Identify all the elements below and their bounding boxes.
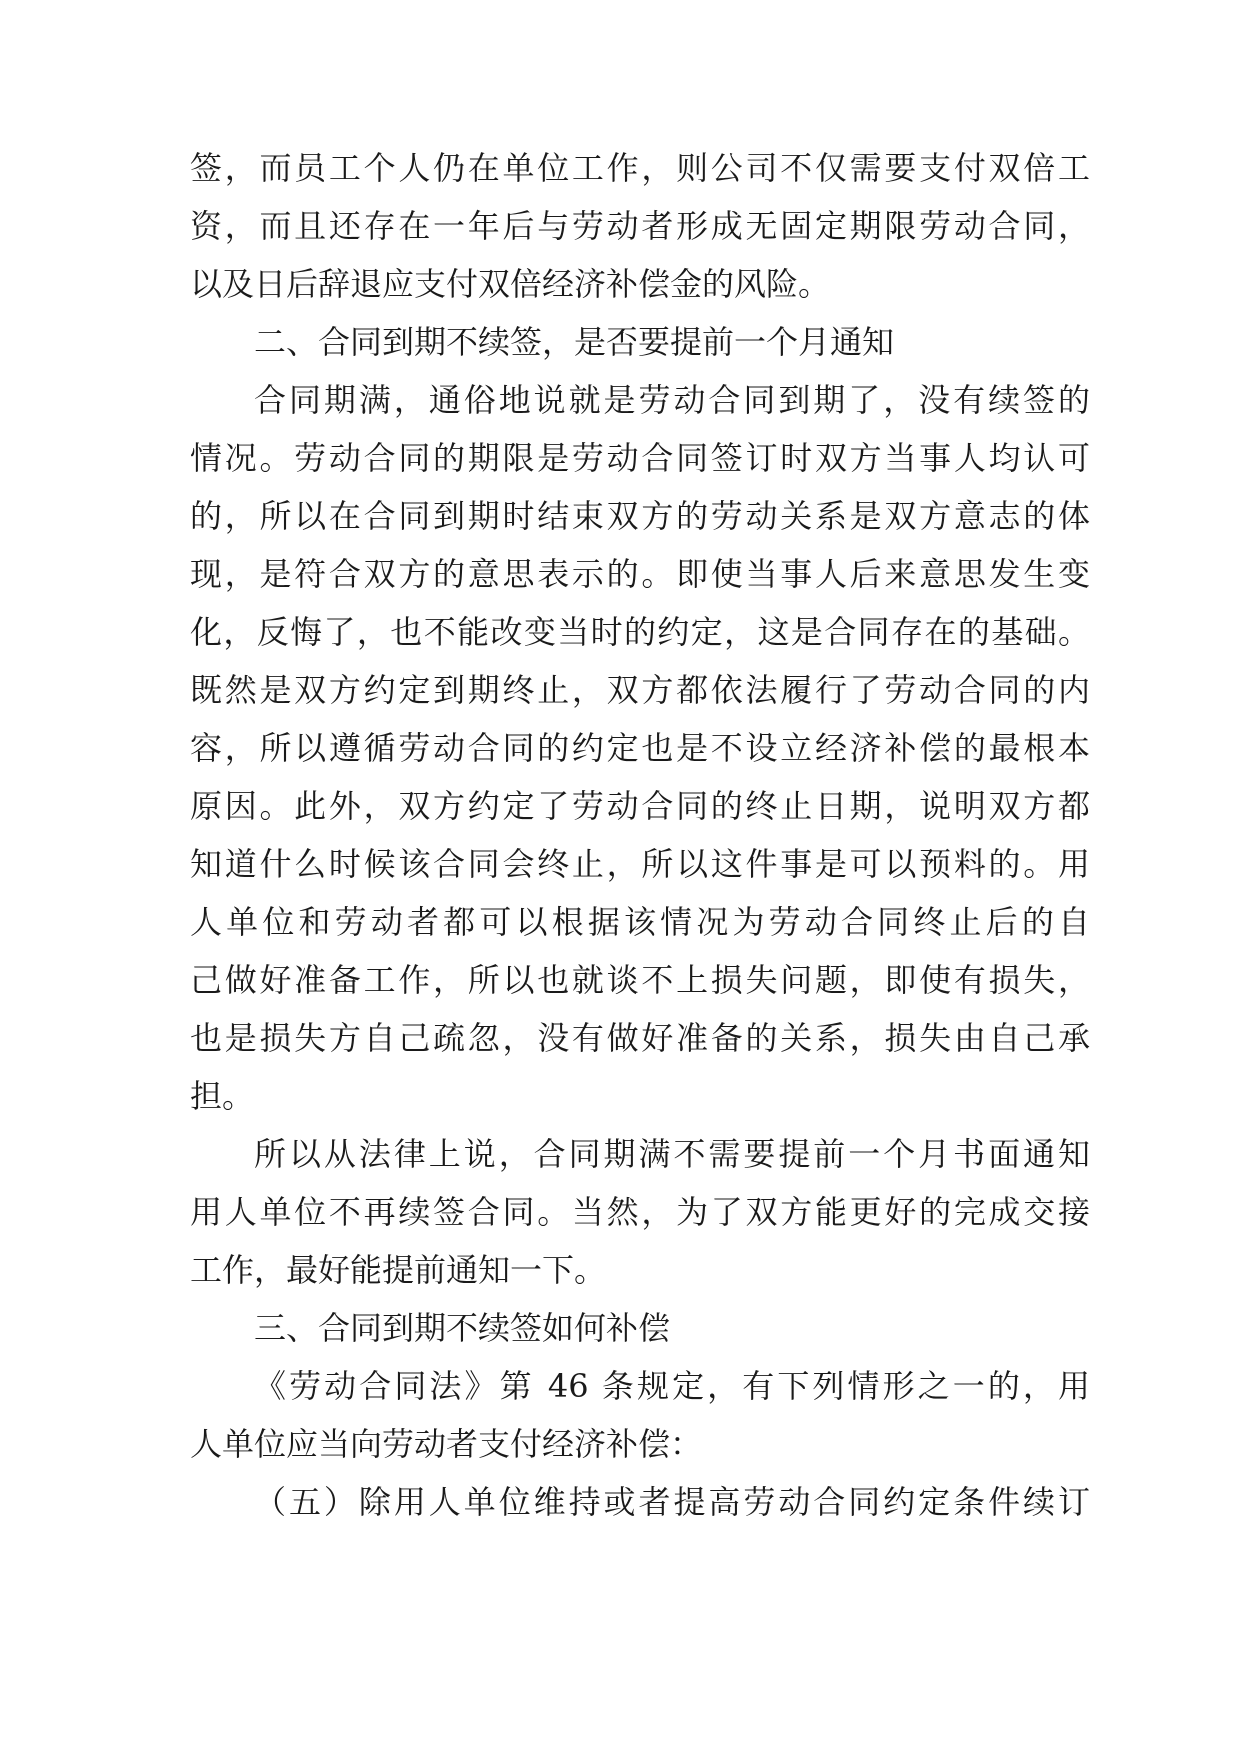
text-line: 担。: [190, 1077, 255, 1115]
text-line: 情况。劳动合同的期限是劳动合同签订时双方当事人均认可: [190, 439, 1090, 477]
text-line: 容，所以遵循劳动合同的约定也是不设立经济补偿的最根本: [190, 729, 1090, 767]
section-heading: 二、合同到期不续签，是否要提前一个月通知: [254, 323, 895, 361]
text-line: 用人单位不再续签合同。当然，为了双方能更好的完成交接: [190, 1193, 1090, 1231]
text-line: 既然是双方约定到期终止，双方都依法履行了劳动合同的内: [190, 671, 1090, 709]
text-line: 合同期满，通俗地说就是劳动合同到期了，没有续签的: [254, 381, 1090, 419]
text-line: 人单位和劳动者都可以根据该情况为劳动合同终止后的自: [190, 903, 1090, 941]
text-line: 签，而员工个人仍在单位工作，则公司不仅需要支付双倍工: [190, 149, 1090, 187]
text-line: 以及日后辞退应支付双倍经济补偿金的风险。: [190, 265, 831, 303]
text-line: 的，所以在合同到期时结束双方的劳动关系是双方意志的体: [190, 497, 1090, 535]
text-line: 人单位应当向劳动者支付经济补偿：: [190, 1425, 703, 1463]
text-line: 工作，最好能提前通知一下。: [190, 1251, 607, 1289]
text-line: 资，而且还存在一年后与劳动者形成无固定期限劳动合同，: [190, 207, 1090, 245]
text-line: 也是损失方自己疏忽，没有做好准备的关系，损失由自己承: [190, 1019, 1090, 1057]
text-line: 己做好准备工作，所以也就谈不上损失问题，即使有损失，: [190, 961, 1090, 999]
section-heading: 三、合同到期不续签如何补偿: [254, 1309, 671, 1347]
text-line: （五）除用人单位维持或者提高劳动合同约定条件续订: [254, 1483, 1090, 1521]
text-line: 原因。此外，双方约定了劳动合同的终止日期，说明双方都: [190, 787, 1090, 825]
text-line: 《劳动合同法》第 46 条规定，有下列情形之一的，用: [254, 1367, 1090, 1405]
text-line: 现，是符合双方的意思表示的。即使当事人后来意思发生变: [190, 555, 1090, 593]
text-line: 知道什么时候该合同会终止，所以这件事是可以预料的。用: [190, 845, 1090, 883]
text-line: 所以从法律上说，合同期满不需要提前一个月书面通知: [254, 1135, 1090, 1173]
text-line: 化，反悔了，也不能改变当时的约定，这是合同存在的基础。: [190, 613, 1090, 651]
